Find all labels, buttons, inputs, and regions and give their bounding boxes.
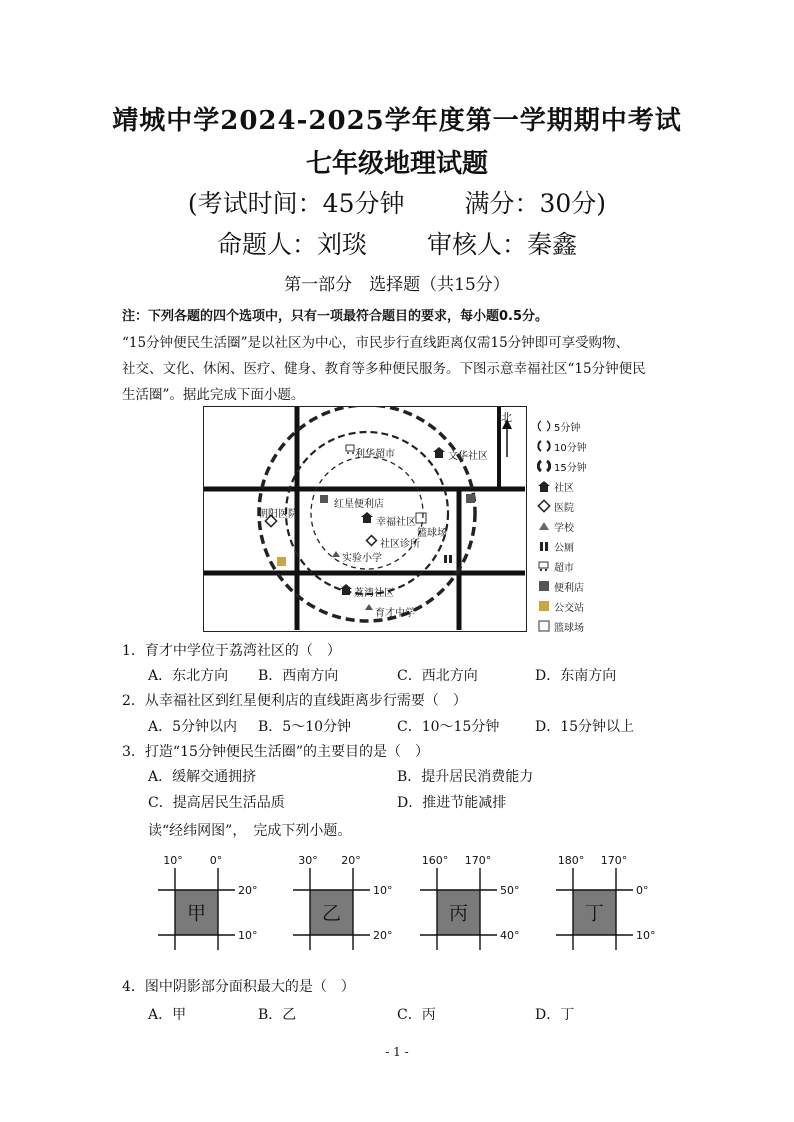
house-icon — [433, 447, 445, 458]
legend-label: 篮球场 — [554, 622, 584, 634]
school-icon — [332, 551, 340, 557]
store-icon — [320, 495, 328, 503]
dash-small-icon — [538, 421, 549, 431]
longitude-label: 30° — [298, 854, 318, 867]
latitude-label: 10° — [636, 929, 656, 942]
latitude-label: 10° — [238, 929, 258, 942]
legend-item — [537, 496, 627, 516]
legend-label: 公交站 — [554, 602, 584, 614]
q3-option-b: B．提升居民消费能力 — [397, 769, 534, 785]
q1-option-c: C．西北方向 — [397, 668, 478, 684]
q4-option-d: D．丁 — [535, 1007, 575, 1023]
label-hongxing-store: 红星便利店 — [334, 499, 384, 510]
q2-option-a: A．5分钟以内 — [148, 719, 238, 735]
legend-item — [537, 536, 627, 556]
house-icon — [361, 512, 373, 523]
toilet-icon — [545, 542, 548, 551]
legend-label: 10分钟 — [554, 442, 587, 454]
q1-option-b: B．西南方向 — [258, 668, 339, 684]
legend-item — [537, 556, 627, 576]
legend-item — [537, 516, 627, 536]
exam-info — [0, 184, 794, 220]
legend-item — [537, 476, 627, 496]
longitude-label: 0° — [209, 854, 223, 867]
exam-title: 靖城中学2024-2025学年度第一学期期中考试 — [112, 106, 682, 136]
q4-option-b: B．乙 — [258, 1007, 297, 1023]
toilet-icon — [444, 555, 452, 563]
legend-item — [537, 576, 627, 596]
legend-label: 学校 — [554, 522, 574, 534]
q3-option-c: C．提高居民生活品质 — [148, 795, 285, 811]
legend-label: 15分钟 — [554, 462, 587, 474]
basketball-icon — [539, 621, 549, 631]
life-circle-map — [203, 406, 527, 632]
q1-option-d: D．东南方向 — [535, 668, 617, 684]
legend-label: 便利店 — [554, 582, 584, 594]
label-basketball-court: 篮球场 — [417, 528, 447, 539]
longitude-label: 160° — [421, 854, 449, 867]
instruction-note: 注：下列各题的四个选项中，只有一项最符合题目的要求，每小题0.5分。 — [122, 309, 549, 324]
legend-label: 5分钟 — [554, 422, 581, 434]
q2-option-c: C．10～15分钟 — [397, 719, 500, 735]
question-2: 2．从幸福社区到红星便利店的直线距离步行需要（ ） — [122, 693, 467, 709]
label-community-clinic: 社区诊所 — [380, 539, 420, 550]
q2-option-d: D．15分钟以上 — [535, 719, 635, 735]
legend-item — [537, 456, 627, 476]
bus-stop-icon — [277, 557, 286, 566]
store-icon — [539, 581, 549, 591]
legend-item — [537, 596, 627, 616]
label-liwan-community: 荔湾社区 — [354, 588, 394, 599]
q3-option-a: A．缓解交通拥挤 — [148, 769, 257, 785]
intro-line-1: “15分钟便民生活圈”是以社区为中心，市民步行直线距离仅需15分钟即可享受购物、 — [122, 335, 630, 351]
section-heading: 第一部分 选择题（共15分） — [284, 275, 510, 295]
grid-name-label: 丁 — [584, 902, 605, 925]
longitude-label: 10° — [163, 854, 183, 867]
grid-name-label: 乙 — [321, 902, 342, 925]
label-wenhua-community: 文华社区 — [448, 451, 488, 462]
q4-option-c: C．丙 — [397, 1007, 436, 1023]
hospital-icon — [367, 536, 377, 546]
legend-label: 公厕 — [554, 542, 574, 554]
dash-large-icon — [538, 461, 549, 471]
legend-label: 社区 — [554, 482, 574, 494]
label-yucai-school: 育才中学 — [375, 608, 415, 619]
legend-item — [537, 616, 627, 636]
basketball-icon — [416, 513, 426, 523]
latlon-grids — [150, 850, 670, 960]
latitude-label: 20° — [238, 884, 258, 897]
latitude-label: 10° — [373, 884, 393, 897]
legend-label: 超市 — [554, 562, 574, 574]
latitude-label: 50° — [500, 884, 520, 897]
staff-info — [0, 225, 794, 261]
house-icon — [540, 486, 548, 492]
longitude-label: 180° — [557, 854, 585, 867]
q2-option-b: B．5～10分钟 — [258, 719, 352, 735]
q3-option-d: D．推进节能减排 — [397, 795, 507, 811]
q4-option-a: A．甲 — [148, 1007, 187, 1023]
grid-name-label: 甲 — [186, 902, 207, 925]
legend-label: 医院 — [554, 502, 574, 514]
page-number: - 1 - — [385, 1045, 409, 1059]
dash-medium-icon — [538, 441, 549, 451]
map-legend — [537, 416, 627, 636]
latitude-label: 40° — [500, 929, 520, 942]
question-4: 4．图中阴影部分面积最大的是（ ） — [122, 979, 355, 995]
label-north: 北 — [501, 411, 512, 424]
label-xingfu-community: 幸福社区 — [376, 517, 416, 528]
hospital-icon — [538, 500, 549, 511]
school-icon — [365, 604, 373, 610]
legend-item — [537, 436, 627, 456]
question-3: 3．打造“15分钟便民生活圈”的主要目的是（ ） — [122, 744, 430, 760]
label-liwa-supermarket: 利华超市 — [355, 449, 395, 460]
latitude-label: 20° — [373, 929, 393, 942]
latitude-label: 0° — [636, 884, 649, 897]
intro-line-3: 生活圈”。据此完成下面小题。 — [122, 387, 305, 403]
longitude-label: 170° — [464, 854, 492, 867]
label-chaoyang-hospital: 朝阳医院 — [258, 509, 298, 520]
full-score: 满分：30分) — [464, 189, 607, 218]
q1-option-a: A．东北方向 — [148, 668, 229, 684]
question-1: 1．育才中学位于荔湾社区的（ ） — [122, 643, 341, 659]
school-icon — [539, 522, 549, 530]
setter: 命题人：刘琰 — [216, 230, 367, 259]
grid-name-label: 丙 — [448, 902, 469, 925]
subject-title: 七年级地理试题 — [305, 149, 488, 179]
reviewer: 审核人：秦鑫 — [427, 230, 578, 259]
longitude-label: 170° — [600, 854, 628, 867]
bus-stop-icon — [539, 601, 549, 611]
exam-time: (考试时间：45分钟 — [187, 189, 405, 218]
label-shiyan-school: 实验小学 — [342, 553, 382, 564]
cart-icon — [539, 562, 548, 568]
intro-line-2: 社交、文化、休闲、医疗、健身、教育等多种便民服务。下图示意幸福社区“15分钟便民 — [122, 361, 646, 377]
read-instruction: 读“经纬网图”， 完成下列小题。 — [148, 823, 352, 839]
legend-item — [537, 416, 627, 436]
cart-icon — [346, 445, 354, 454]
store-icon — [466, 494, 475, 503]
longitude-label: 20° — [341, 854, 361, 867]
